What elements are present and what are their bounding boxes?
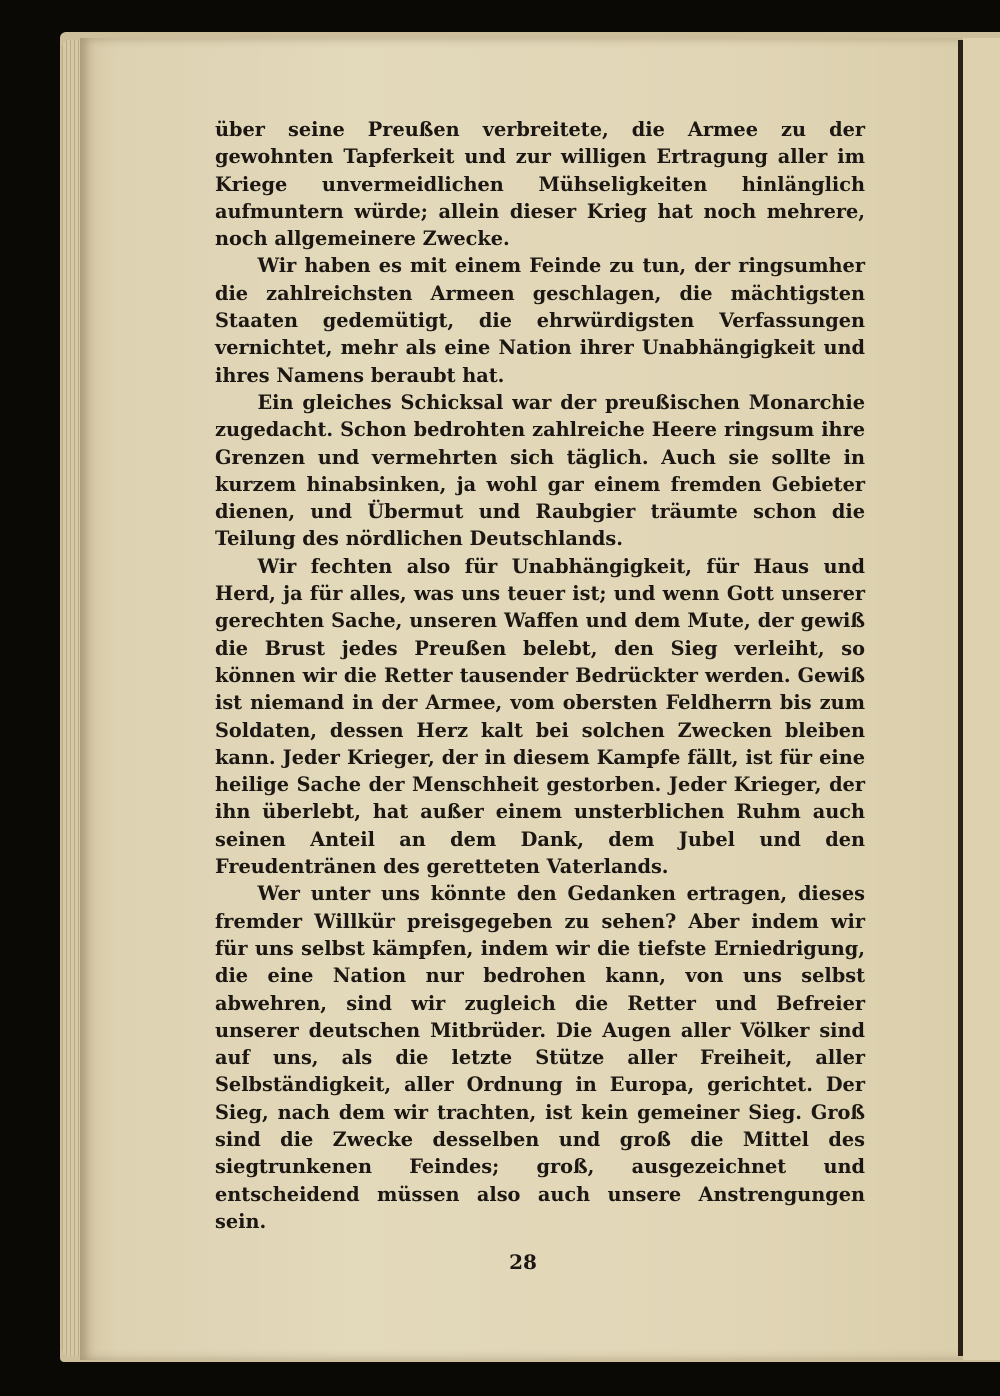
paragraph-5: Wer unter uns könnte den Gedanken ertragen, dieses fremder Willkür preisgegeben zu sehen? Aber indem wir für uns selbst kämpfen, indem wir die tiefste Erniedrigung, die eine Nation nur bedrohen kann, von uns selbst abwehren, sind wir zugleich die Retter und Befreier unserer deutschen Mitbrüder. Die Augen aller Völker sind auf uns, als die letzte Stütze aller Freiheit, aller Selbständigkeit, aller Ordnung in Europa, gerichtet. Der Sieg, nach dem wir trachten, ist kein gemeiner Sieg. Groß sind die Zwecke desselben und groß die Mittel des siegtrunkenen Feindes; groß, ausgezeichnet und entscheidend müssen also auch unsere Anstrengungen sein. [215, 882, 865, 1233]
paragraph-3: Ein gleiches Schicksal war der preußischen Monarchie zugedacht. Schon bedrohten zahlreiche Heere ringsum ihre Grenzen und vermehrten sich täglich. Auch sie sollte in kurzem hinabsinken, ja wohl gar einem fremden Gebieter dienen, und Übermut und Raubgier träumte schon die Teilung des nördlichen Deutschlands. [215, 390, 865, 551]
page-body-text [215, 116, 865, 1235]
page-edges [62, 40, 82, 1356]
paragraph-1: über seine Preußen verbreitete, die Armee zu der gewohnten Tapferkeit und zur willigen Ertragung aller im Kriege unvermeidlichen Mühseligkeiten hinlänglich aufmuntern würde; allein dieser Krieg hat noch mehrere, noch allgemeinere Zwecke. [215, 118, 865, 251]
facing-page-edge [963, 38, 1000, 1360]
paragraph-4: Wir fechten also für Unabhängigkeit, für Haus und Herd, ja für alles, was uns teuer ist; und wenn Gott unserer gerechten Sache, unseren Waffen und dem Mute, der gewiß die Brust jedes Preußen belebt, den Sieg verleiht, so können wir die Retter tausender Bedrückter werden. Gewiß ist niemand in der Armee, vom obersten Feldherrn bis zum Soldaten, dessen Herz kalt bei solchen Zwecken bleiben kann. Jeder Krieger, der in diesem Kampfe fällt, ist für eine heilige Sache der Menschheit gestorben. Jeder Krieger, der ihn überlebt, hat außer einem unsterblichen Ruhm auch seinen Anteil an dem Dank, dem Jubel und den Freudentränen des geretteten Vaterlands. [215, 554, 865, 879]
paragraph-2: Wir haben es mit einem Feinde zu tun, der ringsumher die zahlreichsten Armeen geschlagen, die mächtigsten Staaten gedemütigt, die ehrwürdigsten Verfassungen vernichtet, mehr als eine Nation ihrer Unabhängigkeit und ihres Namens beraubt hat. [215, 254, 865, 387]
page-number: 28 [509, 1250, 537, 1274]
